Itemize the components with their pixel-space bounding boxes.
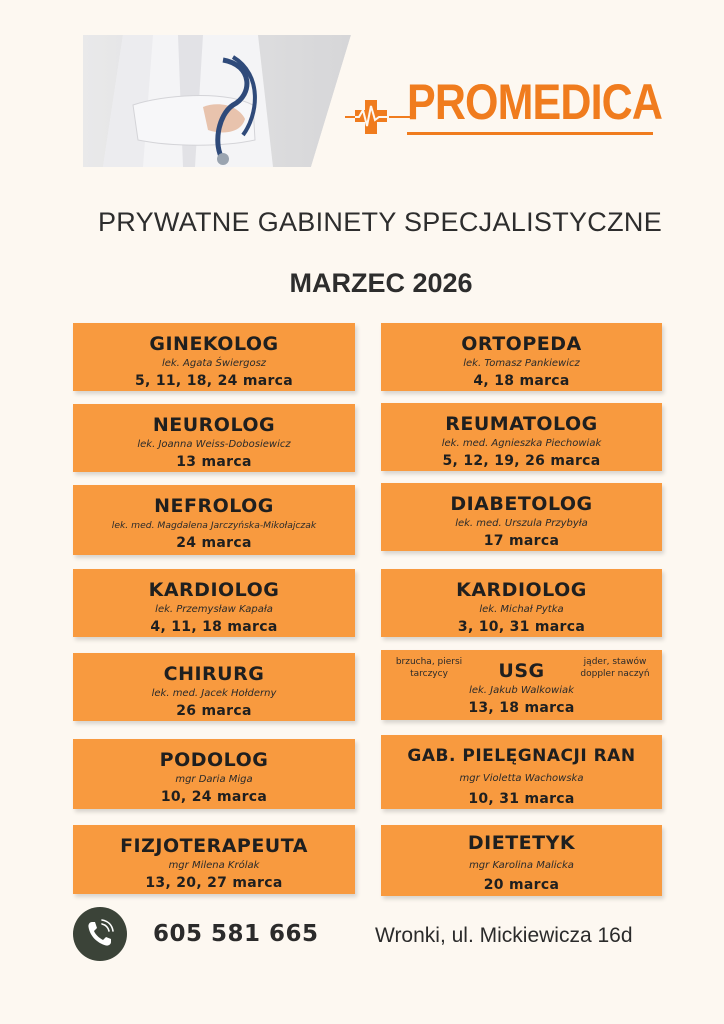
- card-diabetolog: [381, 483, 662, 551]
- brand-name: PROMEDICA: [407, 74, 663, 130]
- specialty-label: GINEKOLOG: [149, 333, 279, 355]
- specialty-label: KARDIOLOG: [456, 579, 587, 601]
- card-usg: [381, 650, 662, 720]
- dates: 13, 18 marca: [468, 700, 575, 716]
- specialty-label: ORTOPEDA: [461, 333, 582, 355]
- dates: 4, 11, 18 marca: [150, 619, 278, 635]
- specialty-label: DIETETYK: [467, 832, 576, 854]
- brand-header: [345, 72, 663, 162]
- card-podolog: [73, 739, 355, 809]
- page-subtitle: PRYWATNE GABINETY SPECJALISTYCZNE: [97, 207, 663, 237]
- address: Wronki, ul. Mickiewicza 16d: [375, 924, 633, 947]
- doctor-name: lek. Przemysław Kapała: [155, 604, 273, 615]
- specialty-label: CHIRURG: [163, 663, 265, 685]
- brand-underline: [407, 132, 653, 135]
- medical-cross-logo-icon: [345, 100, 411, 138]
- dates: 5, 11, 18, 24 marca: [134, 373, 294, 389]
- card-reumatolog: [381, 403, 662, 471]
- doctor-name: mgr Violetta Wachowska: [459, 773, 584, 784]
- specialty-label: REUMATOLOG: [445, 413, 598, 435]
- dates: 13, 20, 27 marca: [145, 875, 283, 891]
- card-chirurg: [73, 653, 355, 721]
- card-ginekolog: [73, 323, 355, 391]
- specialty-label: FIZJOTERAPEUTA: [120, 835, 308, 857]
- phone-icon: [73, 907, 127, 961]
- phone-number[interactable]: 605 581 665: [153, 921, 319, 947]
- card-neurolog: [73, 404, 355, 472]
- doctor-name: mgr Daria Miga: [175, 774, 253, 785]
- card-ortopeda: [381, 323, 662, 391]
- dates: 20 marca: [483, 877, 560, 893]
- dates: 26 marca: [176, 703, 252, 719]
- doctor-name: mgr Karolina Malicka: [469, 860, 574, 871]
- dates: 13 marca: [176, 454, 252, 470]
- specialty-label: GAB. PIELĘGNACJI RAN: [407, 746, 636, 766]
- card-fizjoterapeuta: [73, 825, 355, 894]
- specialty-label: DIABETOLOG: [450, 493, 593, 515]
- doctor-photo: [83, 35, 351, 167]
- card-pielegnacja-ran: [381, 735, 662, 809]
- doctor-name: lek. Agata Świergosz: [161, 358, 267, 369]
- specialty-label: NEUROLOG: [152, 414, 276, 436]
- doctor-name: lek. med. Jacek Hołderny: [151, 688, 277, 699]
- specialty-label: PODOLOG: [159, 749, 269, 771]
- doctor-name: lek. Jakub Walkowiak: [469, 685, 574, 696]
- dates: 4, 18 marca: [473, 373, 570, 389]
- dates: 10, 31 marca: [468, 791, 575, 807]
- usg-note-right: jąder, stawów doppler naczyń: [580, 657, 650, 679]
- doctor-name: lek. Michał Pytka: [479, 604, 564, 615]
- specialty-label: NEFROLOG: [154, 495, 274, 517]
- doctor-name: lek. med. Magdalena Jarczyńska-Mikołajczak: [111, 520, 317, 531]
- dates: 5, 12, 19, 26 marca: [442, 453, 601, 469]
- month-title: MARZEC 2026: [289, 268, 473, 298]
- card-kardiolog-2: [381, 569, 662, 637]
- specialty-label: USG: [498, 660, 545, 682]
- usg-note-left: brzucha, piersi tarczycy: [395, 657, 463, 679]
- specialty-label: KARDIOLOG: [148, 579, 280, 601]
- doctor-name: lek. Tomasz Pankiewicz: [463, 358, 580, 369]
- doctor-name: lek. med. Urszula Przybyła: [455, 518, 588, 529]
- card-nefrolog: [73, 485, 355, 555]
- dates: 24 marca: [176, 535, 252, 551]
- doctor-name: lek. Joanna Weiss-Dobosiewicz: [137, 439, 291, 450]
- doctor-name: lek. med. Agnieszka Piechowiak: [441, 438, 602, 449]
- dates: 10, 24 marca: [160, 789, 268, 805]
- card-kardiolog-1: [73, 569, 355, 637]
- card-dietetyk: [381, 825, 662, 896]
- doctor-name: mgr Milena Królak: [168, 860, 260, 871]
- dates: 17 marca: [483, 533, 560, 549]
- dates: 3, 10, 31 marca: [457, 619, 586, 635]
